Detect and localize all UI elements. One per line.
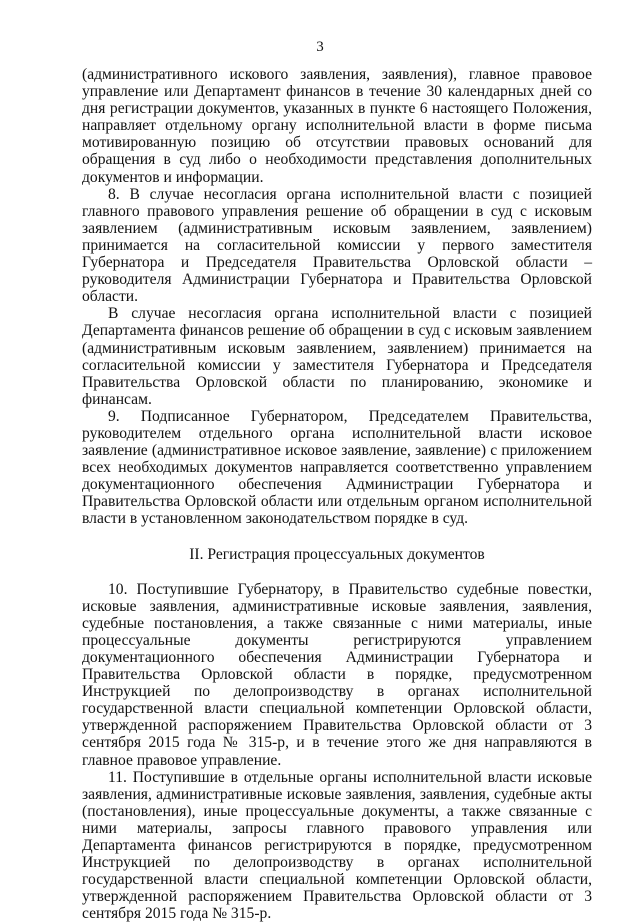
paragraph-item-9: 9. Подписанное Губернатором, Председателем Правительства, руководителем отдельного органа исполнительной власти исковое заявление (административное исковое заявление, заявление) с приложением всех необходимых документов направляется соответственно управлением документационного обеспечения Администрации Губернатора и Правительства Орловской области или отдельным органом исполнительной власти в установленном законодательством порядке в суд.	[82, 407, 592, 528]
paragraph-item-11: 11. Поступившие в отдельные органы исполнительной власти исковые заявления, административные исковые заявления, заявления, судебные акты (постановления), иные процессуальные документы, а также связанные с ними материалы, запросы главного правового управления или Департамента финансов регистрируются в порядке, предусмотренном Инструкцией по делопроизводству в органах исполнительной государственной власти специальной компетенции Орловской области, утвержденной распоряжением Правительства Орловской области от 3 сентября 2015 года № 315-р.	[82, 768, 592, 923]
paragraph-item-10: 10. Поступившие Губернатору, в Правительство судебные повестки, исковые заявления, административные исковые заявления, заявления, судебные постановления, а также связанные с ними материалы, иные процессуальные документы регистрируются управлением документационного обеспечения Администрации Губернатора и Правительства Орловской области в порядке, предусмотренном Инструкцией по делопроизводству в органах исполнительной государственной власти специальной компетенции Орловской области, утвержденной распоряжением Правительства Орловской области от 3 сентября 2015 года № 315-р, и в течение этого же дня направляются в главное правовое управление.	[82, 580, 592, 769]
paragraph-item-8: 8. В случае несогласия органа исполнительной власти с позицией главного правового управления решение об обращении в суд с исковым заявлением (административным исковым заявлением, заявлением) принимается на согласительной комиссии у первого заместителя Губернатора и Председателя Правительства Орловской области – руководителя Администрации Губернатора и Правительства Орловской области.	[82, 185, 592, 306]
document-body	[82, 66, 592, 923]
paragraph-item-8-finance: В случае несогласия органа исполнительной власти с позицией Департамента финансов решение об обращении в суд с исковым заявлением (административным исковым заявлением, заявлением) принимается на согласительной комиссии у заместителя Губернатора и Председателя Правительства Орловской области по планированию, экономике и финансам.	[82, 305, 592, 408]
paragraph-continuation: (административного искового заявления, заявления), главное правовое управление или Департамент финансов в течение 30 календарных дней со дня регистрации документов, указанных в пункте 6 настоящего Положения, направляет отдельному органу исполнительной власти в форме письма мотивированную позицию об отсутствии правовых оснований для обращения в суд либо о необходимости представления дополнительных документов и информации.	[82, 66, 592, 186]
page-number: 3	[316, 39, 324, 55]
section-heading: II. Регистрация процессуальных документов	[189, 545, 485, 563]
